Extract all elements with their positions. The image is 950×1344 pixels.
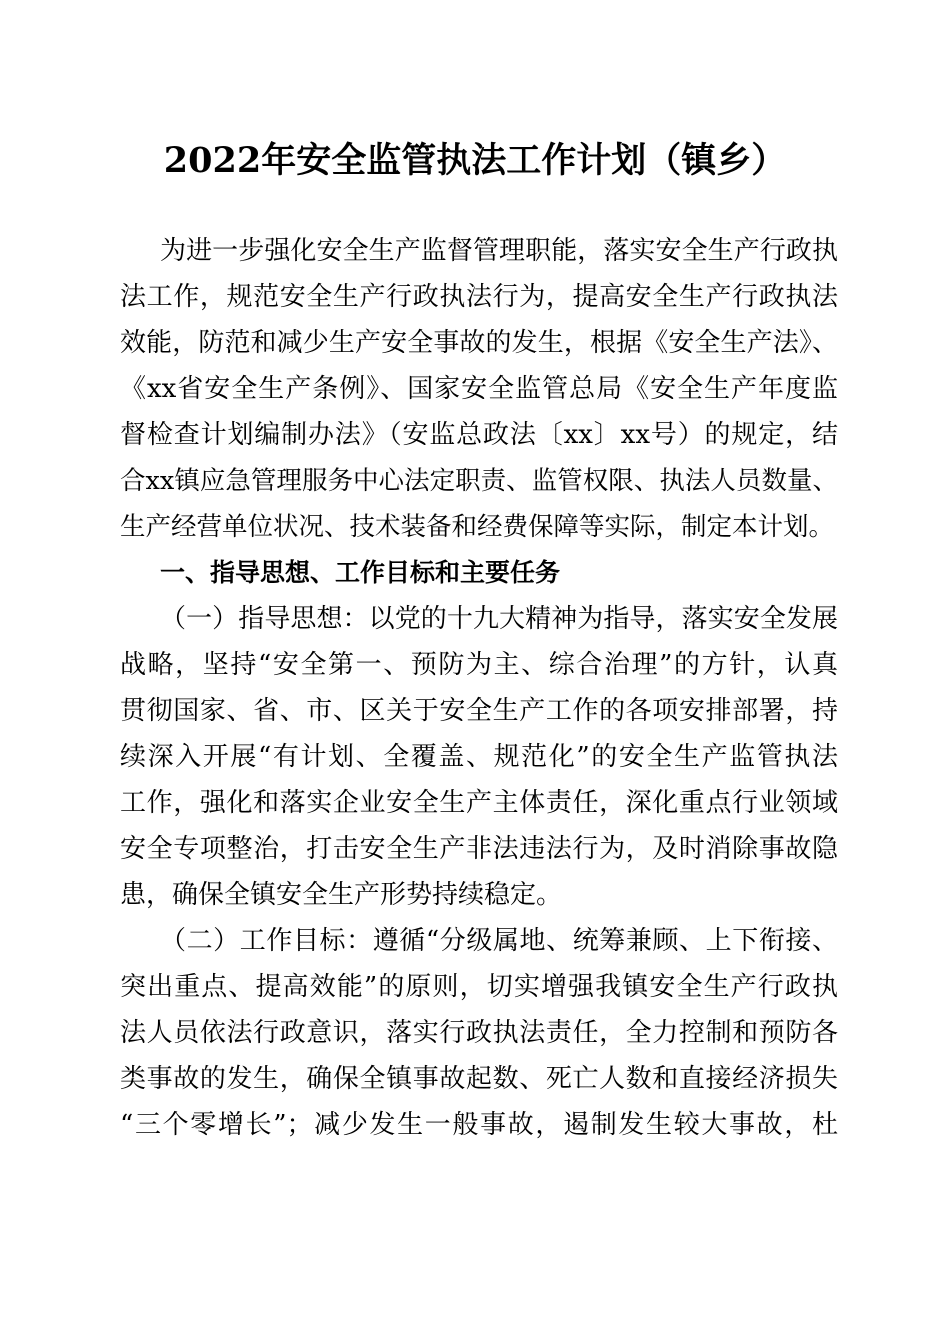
paragraph-line: 突出重点、提高效能”的原则，切实增强我镇安全生产行政执 — [120, 972, 838, 1002]
paragraph-line: 战略，坚持“安全第一、预防为主、综合治理”的方针，认真 — [120, 650, 838, 680]
paragraph-line: 续深入开展“有计划、全覆盖、规范化”的安全生产监管执法 — [120, 742, 838, 772]
paragraph-line: （一）指导思想：以党的十九大精神为指导，落实安全发展 — [160, 604, 838, 634]
section-heading: 一、指导思想、工作目标和主要任务 — [160, 558, 561, 587]
paragraph-line: 效能，防范和减少生产安全事故的发生，根据《安全生产法》、 — [120, 328, 838, 358]
paragraph-line: 法人员依法行政意识，落实行政执法责任，全力控制和预防各 — [120, 1018, 838, 1048]
paragraph-line: 贯彻国家、省、市、区关于安全生产工作的各项安排部署，持 — [120, 696, 838, 726]
paragraph-line: （二）工作目标：遵循“分级属地、统筹兼顾、上下衔接、 — [160, 926, 838, 956]
paragraph-line: 为进一步强化安全生产监督管理职能，落实安全生产行政执 — [160, 236, 838, 266]
paragraph-line: 类事故的发生，确保全镇事故起数、死亡人数和直接经济损失 — [120, 1064, 838, 1094]
document-body — [120, 228, 838, 1148]
paragraph-line: 患，确保全镇安全生产形势持续稳定。 — [120, 880, 563, 910]
paragraph-line: 工作，强化和落实企业安全生产主体责任，深化重点行业领域 — [120, 788, 838, 818]
paragraph-line: 督检查计划编制办法》（安监总政法〔xx〕xx号）的规定，结 — [120, 420, 838, 450]
paragraph-line: 法工作，规范安全生产行政执法行为，提高安全生产行政执法 — [120, 282, 838, 312]
paragraph-line: 生产经营单位状况、技术装备和经费保障等实际，制定本计划。 — [120, 512, 835, 542]
paragraph-line: 安全专项整治，打击安全生产非法违法行为，及时消除事故隐 — [120, 834, 838, 864]
paragraph-line: “三个零增长”；减少发生一般事故，遏制发生较大事故，杜 — [120, 1110, 838, 1140]
paragraph-line: 合xx镇应急管理服务中心法定职责、监管权限、执法人员数量、 — [120, 466, 838, 496]
paragraph-line: 《xx省安全生产条例》、国家安全监管总局《安全生产年度监 — [120, 374, 838, 404]
document-title: 2022年安全监管执法工作计划（镇乡） — [163, 140, 787, 181]
